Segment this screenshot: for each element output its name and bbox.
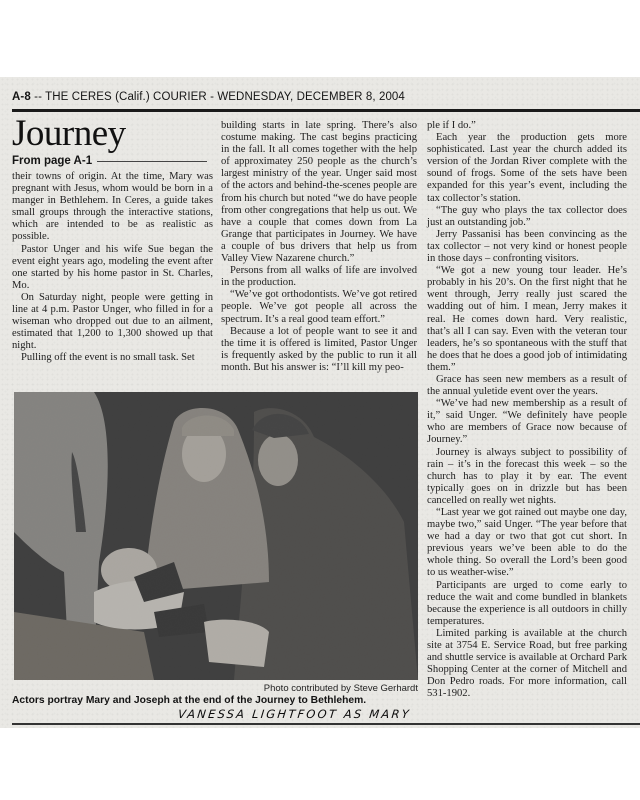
bottom-rule [12, 723, 640, 725]
jump-line [12, 155, 207, 167]
paragraph: ple if I do.” [427, 120, 476, 131]
paragraph: Each year the production gets more sophisticated. Last year the church added its version of the Jordan River complete with the sound of frogs. Some of the sets have been expanded for this year’s event, including the tax collector’s station. [427, 132, 627, 204]
paragraph: their towns of origin. At the time, Mary was pregnant with Jesus, whom would be born in a manger in Bethlehem. In Ceres, a guide takes small groups through the interactive stations, which are intended to be as realistic as possible. [12, 171, 213, 243]
photo-caption: Actors portray Mary and Joseph at the end of the Journey to Bethlehem. [12, 695, 367, 706]
paragraph: Grace has seen new members as a result of the annual yuletide event over the years. [427, 373, 627, 398]
article-column-3 [427, 120, 627, 701]
paragraph: “We’ve had new membership as a result of it,” said Unger. “We definitely have people who are members of Grace now because of Journey.” [427, 398, 627, 446]
paragraph: Persons from all walks of life are involved in the production. [221, 265, 417, 289]
jump-line-text: From page A-1 [12, 155, 93, 167]
paragraph: Participants are urged to come early to reduce the wait and come bundled in blankets because the experience is all outdoors in chilly temperatures. [427, 579, 627, 627]
headline: Journey [12, 113, 126, 154]
halftone-grain [14, 392, 418, 680]
paragraph: Limited parking is available at the church site at 3754 E. Service Road, but free parking and shuttle service is available at Orchard Park Shopping Center at the corner of Mitchell and Don Pedro roads. For more information, call 531-1902. [427, 627, 627, 700]
publication-date: WEDNESDAY, DECEMBER 8, 2004 [217, 91, 405, 103]
article-column-1 [12, 171, 213, 365]
article-column-2 [221, 120, 417, 374]
jump-line-rule [97, 161, 207, 162]
photo-illustration [14, 392, 418, 680]
paragraph: Pastor Unger and his wife Sue began the event eight years ago, modeling the event after one started by his home pastor in St. Charles, Mo. [12, 243, 213, 291]
paragraph: Pulling off the event is no small task. Set [21, 352, 195, 364]
paragraph: “We’ve got orthodontists. We’ve got retired people. We’ve got people all across the spectrum. It’s a real good team effort.” [221, 289, 417, 325]
paragraph: “The guy who plays the tax collector does just an outstanding job.” [427, 204, 627, 228]
masthead-folio [12, 91, 405, 103]
paragraph: Journey is always subject to possibility of rain – it’s in the forecast this week – so the church has to play it by ear. The event typically goes on in drizzle but has been cancelled on really wet nights. [427, 446, 627, 506]
nativity-photo [14, 392, 418, 680]
page-number: A-8 [12, 91, 31, 103]
photo-credit: Photo contributed by Steve Gerhardt [263, 683, 418, 694]
paragraph: building starts in late spring. There’s also costume making. The cast begins practicing in the fall. It all comes together with the help of approximatey 250 people as the church’s largest ministry of the year. Unger said most of the actors and behind-the-scenes people are from his church but noted “we do have people from other congregations that help us out. We have a couple that comes down from La Grange that participates in Journey. We have a couple of bus drivers that help us from Valley View Nazarene church.” [221, 120, 417, 265]
header-rule [12, 109, 640, 112]
paragraph: Because a lot of people want to see it and the time it is offered is limited, Pastor Unger is frequently asked by the public to run it all month. But his answer is: “I’ll kill my peo- [221, 325, 417, 373]
newspaper-clipping [0, 77, 640, 728]
paragraph: “Last year we got rained out maybe one day, maybe two,” said Unger. “The year before that we had a day or two that got cut short. In previous years we’ve been able to do the whole thing. So overall the Lord’s been good to us weather-wise.” [427, 507, 627, 579]
folio-separator: -- [34, 91, 42, 103]
paragraph: Jerry Passanisi has been convincing as the tax collector – not very kind or honest people in those days – confronting visitors. [427, 228, 627, 265]
paragraph: “We got a new young tour leader. He’s probably in his 20’s. On the first night that he went through, Jerry really just scared the wadding out of him. I mean, Jerry makes it real. He comes down hard. Very realistic, that’s all I can say. Even with the veteran tour leaders, he’s so spontaneous with the stuff that he does that he does a good job of intimidating them.” [427, 265, 627, 373]
paragraph: On Saturday night, people were getting in line at 4 p.m. Pastor Unger, who filled in for a wiseman who dropped out due to an ailment, estimated that 1,200 to 1,300 showed up that night. [12, 291, 213, 352]
newspaper-name: THE CERES (Calif.) COURIER - [45, 91, 215, 103]
handwritten-annotation: VANESSA LIGHTFOOT AS MARY [177, 707, 412, 721]
